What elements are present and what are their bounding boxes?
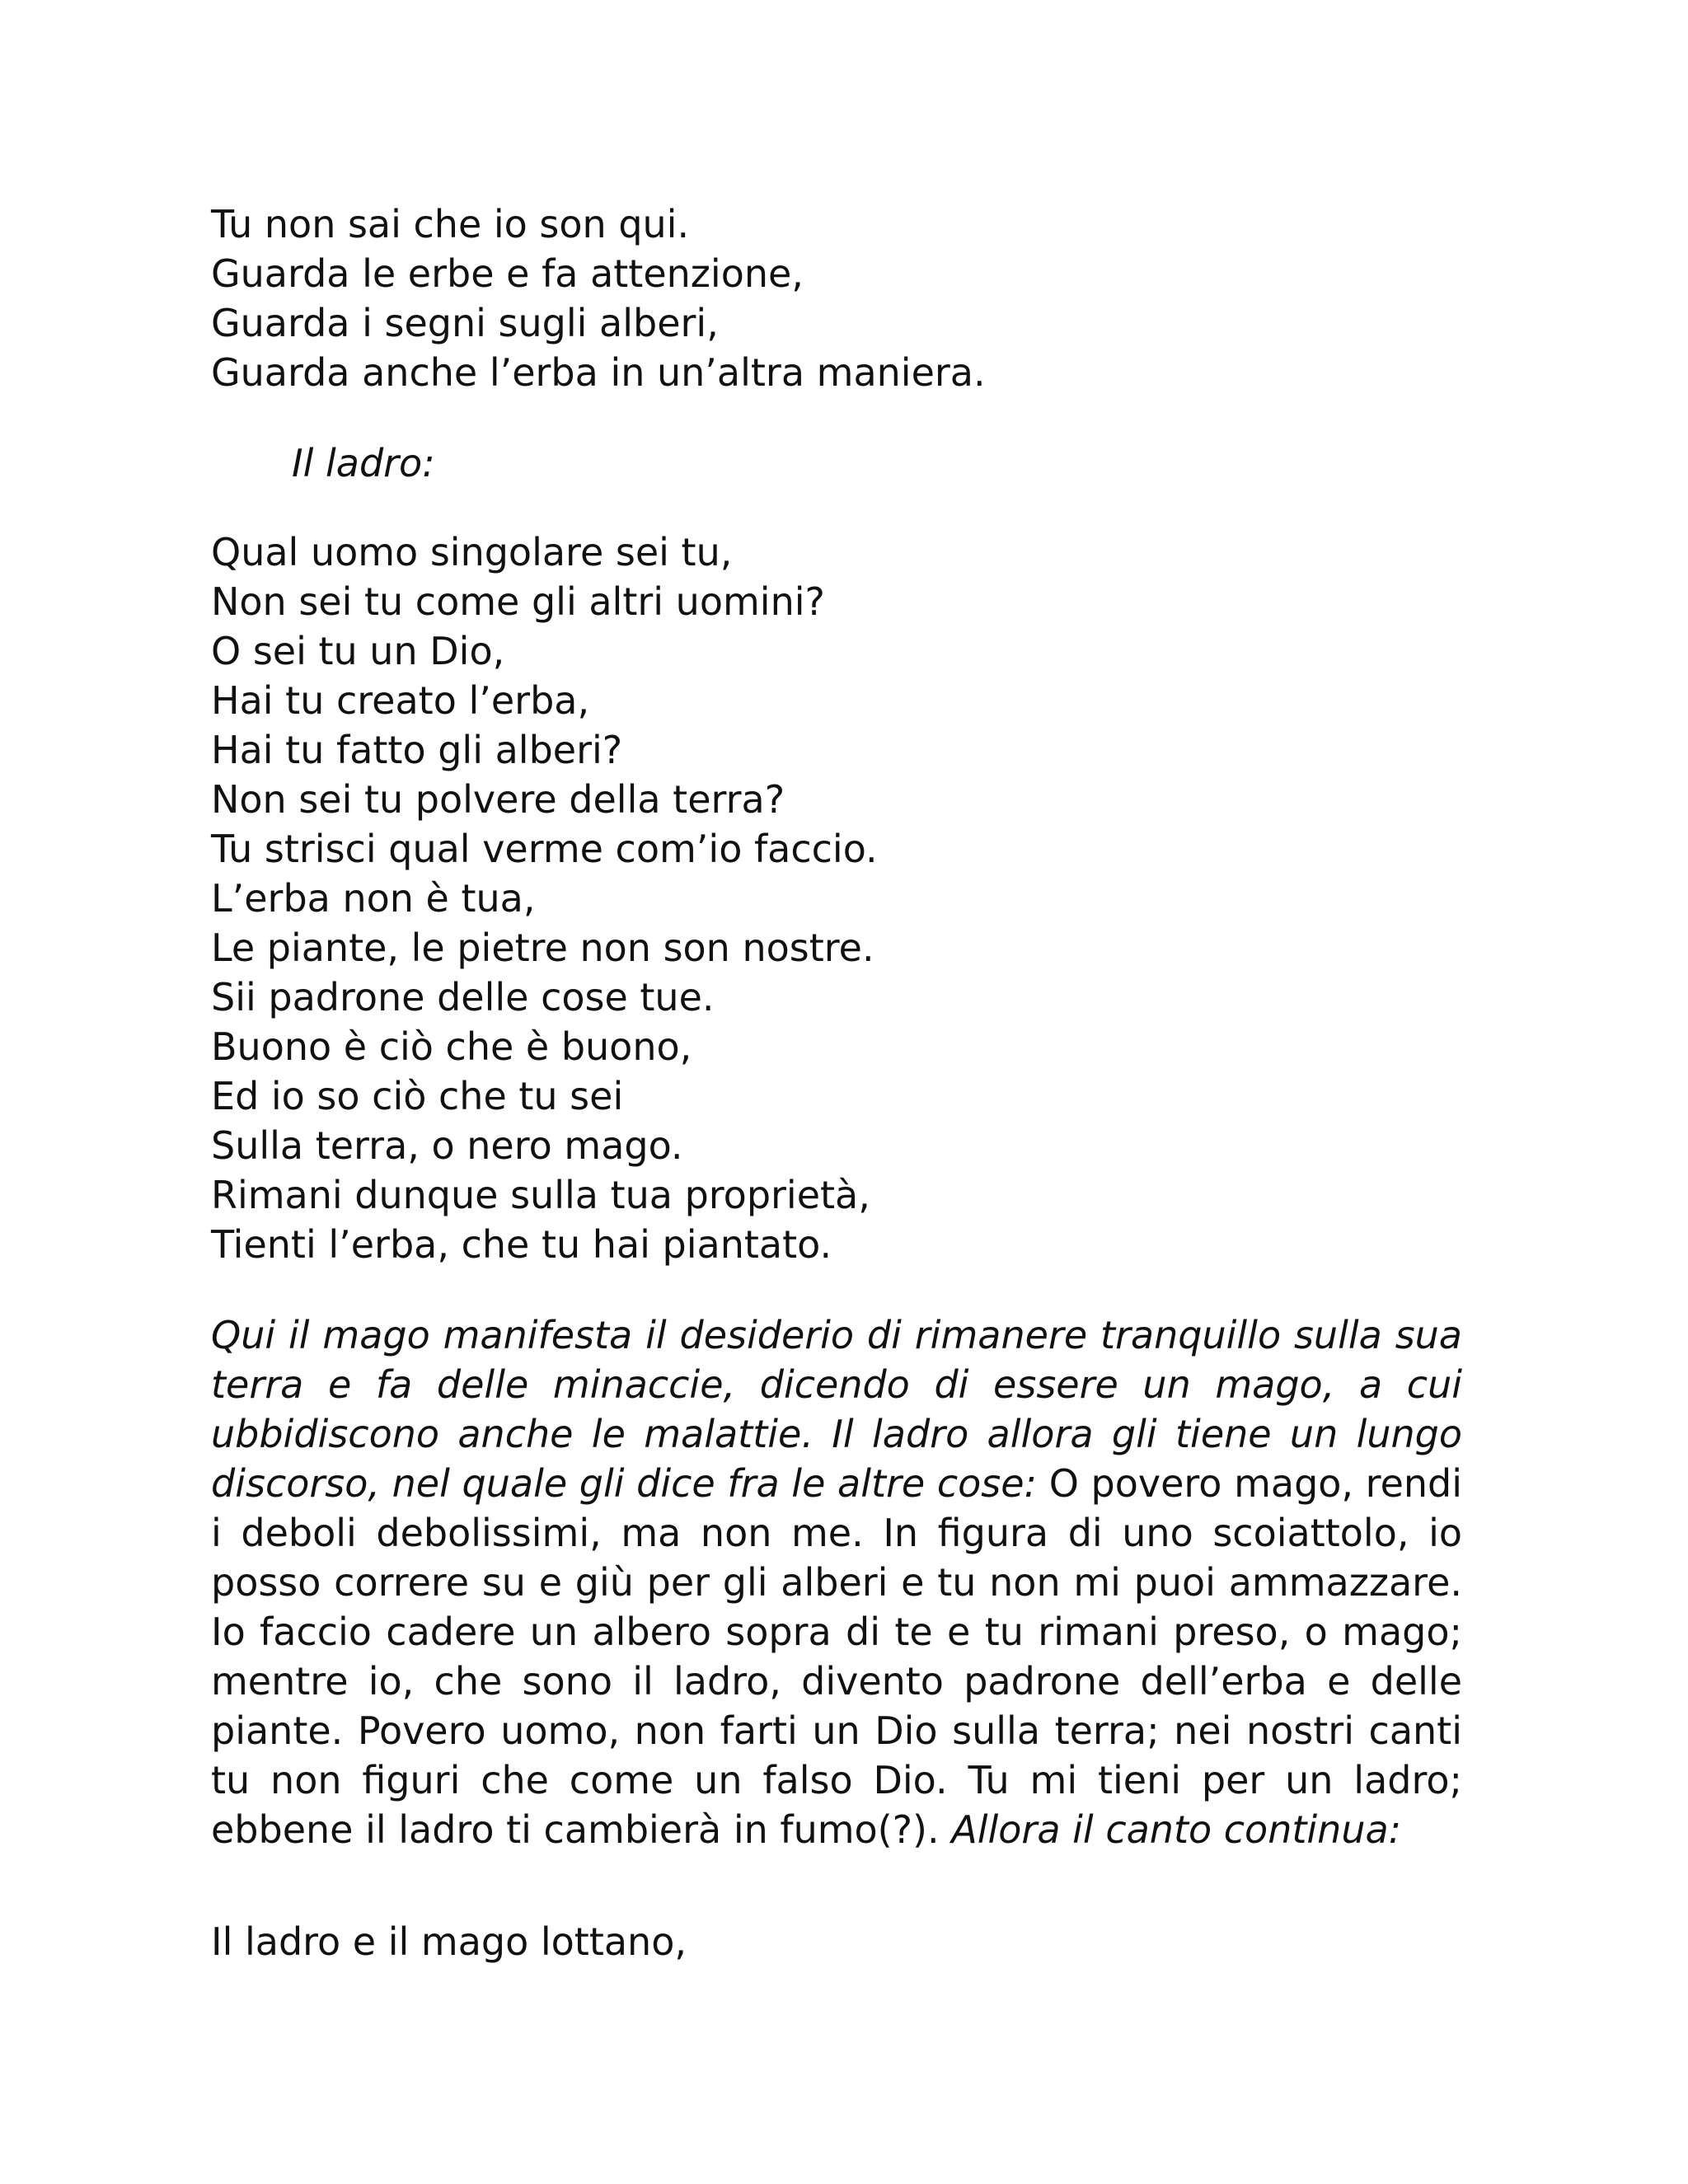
verse-line: Sulla terra, o nero mago. (211, 1123, 683, 1168)
verse-line: Non sei tu come gli altri uomini? (211, 579, 825, 624)
verse-line: Guarda anche l’erba in un’altra maniera. (211, 350, 986, 395)
stanza-3 (211, 1917, 1462, 1966)
narration-italic: Qui il mago manifesta il desiderio di rimanere tranquillo sulla sua terra e fa delle minaccie, dicendo di essere un mago, a cui ubbidiscono anche le malattie. Il ladro allora gli tiene un lungo discorso, nel quale gli dice fra le altre cose: (211, 1313, 1462, 1506)
verse-line: Tu non sai che io son qui. (211, 202, 690, 246)
verse-line: Rimani dunque sulla tua proprietà, (211, 1173, 870, 1217)
verse-line: Tienti l’erba, che tu hai piantato. (211, 1222, 832, 1267)
verse-line: Guarda le erbe e fa attenzione, (211, 251, 804, 296)
verse-line: Il ladro e il mago lottano, (211, 1919, 687, 1964)
stanza-2 (211, 527, 1462, 1269)
narration-italic-continuation: Allora il canto continua: (939, 1807, 1402, 1852)
verse-line: Guarda i segni sugli alberi, (211, 301, 719, 345)
verse-line: Le piante, le pietre non son nostre. (211, 926, 874, 970)
thief-speech: O povero mago, rendi i deboli debolissimi, ma non me. In figura di uno scoiattolo, io posso correre su e giù per gli alberi e tu non mi puoi ammazzare. Io faccio cadere un albero sopra di te e tu rimani preso, o mago; mentre io, che sono il ladro, divento padrone dell’erba e delle piante. Povero uomo, non farti un Dio sulla terra; nei nostri canti tu non figuri che come un falso Dio. Tu mi tieni per un ladro; ebbene il ladro ti cambierà in fumo(?). (211, 1461, 1463, 1852)
verse-line: Non sei tu polvere della terra? (211, 777, 785, 822)
verse-line: Sii padrone delle cose tue. (211, 975, 715, 1019)
verse-line: O sei tu un Dio, (211, 629, 505, 673)
verse-line: Tu strisci qual verme com’io faccio. (211, 827, 878, 871)
prose-paragraph (211, 1310, 1462, 1854)
verse-line: Ed io so ciò che tu sei (211, 1074, 624, 1118)
verse-line: Buono è ciò che è buono, (211, 1024, 692, 1069)
speaker-label: Il ladro: (292, 441, 435, 485)
stanza-1 (211, 199, 1462, 397)
verse-line: Hai tu creato l’erba, (211, 678, 590, 723)
verse-line: L’erba non è tua, (211, 876, 536, 921)
verse-line: Qual uomo singolare sei tu, (211, 530, 733, 574)
verse-line: Hai tu fatto gli alberi? (211, 728, 623, 772)
